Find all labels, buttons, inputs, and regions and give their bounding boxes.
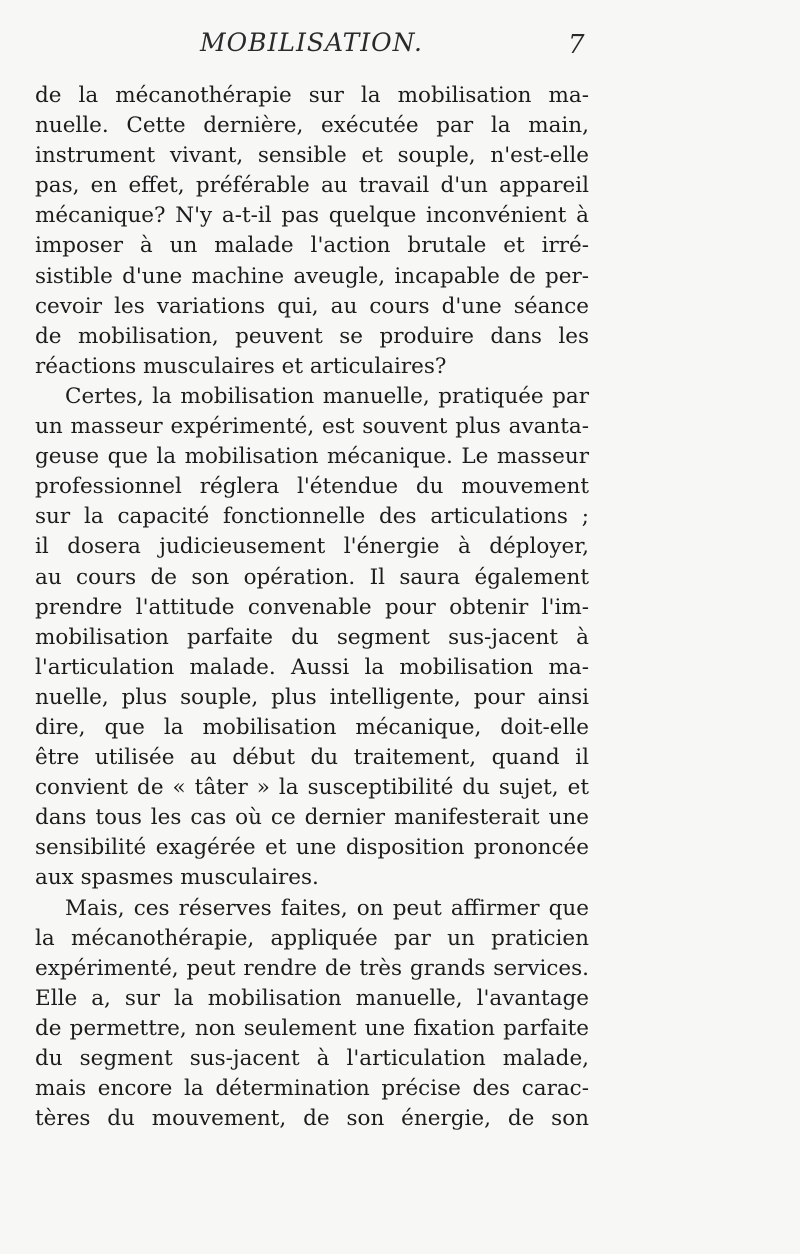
text-line: de permettre, non seulement une fixation parfaite [35, 1015, 589, 1041]
text-line: dire, que la mobilisation mécanique, doit-elle [35, 714, 589, 740]
running-title: MOBILISATION. [200, 28, 423, 57]
text-line: sistible d'une machine aveugle, incapable de per- [35, 263, 589, 289]
text-line: convient de « tâter » la susceptibilité du sujet, et [35, 775, 589, 801]
text-line: prendre l'attitude convenable pour obtenir l'im- [35, 594, 589, 620]
text-line: professionnel réglera l'étendue du mouvement [35, 474, 589, 500]
text-line: imposer à un malade l'action brutale et irré- [35, 233, 589, 259]
text-line: un masseur expérimenté, est souvent plus avanta- [35, 414, 589, 440]
text-line: sensibilité exagérée et une disposition prononcée [35, 835, 589, 861]
text-line: il dosera judicieusement l'énergie à déployer, [35, 534, 589, 560]
text-line: sur la capacité fonctionnelle des articulations ; [35, 504, 589, 530]
text-line: instrument vivant, sensible et souple, n'est-elle [35, 143, 589, 169]
text-line: de la mécanothérapie sur la mobilisation ma- [35, 83, 589, 108]
text-line: dans tous les cas où ce dernier manifesterait une [35, 805, 589, 831]
text-line: mécanique? N'y a-t-il pas quelque inconvénient à [35, 203, 589, 229]
text-line: réactions musculaires et articulaires? [35, 353, 447, 379]
text-line: tères du mouvement, de son énergie, de son [35, 1106, 589, 1132]
text-line: Elle a, sur la mobilisation manuelle, l'avantage [35, 985, 589, 1011]
text-line: aux spasmes musculaires. [35, 865, 319, 891]
text-line: l'articulation malade. Aussi la mobilisation ma- [35, 654, 589, 680]
text-line: Certes, la mobilisation manuelle, pratiquée par [65, 383, 589, 409]
text-line: nuelle. Cette dernière, exécutée par la main, [35, 113, 589, 139]
text-line: au cours de son opération. Il saura également [35, 564, 589, 590]
text-line: du segment sus-jacent à l'articulation malade, [35, 1046, 589, 1071]
text-line: la mécanothérapie, appliquée par un praticien [35, 925, 589, 951]
text-line: geuse que la mobilisation mécanique. Le masseur [35, 444, 589, 470]
page-number: 7 [568, 30, 585, 60]
text-line: nuelle, plus souple, plus intelligente, pour ainsi [35, 684, 589, 710]
text-line: mobilisation parfaite du segment sus-jacent à [35, 624, 589, 650]
text-line: être utilisée au début du traitement, quand il [35, 745, 589, 771]
text-line: pas, en effet, préférable au travail d'un appareil [35, 173, 589, 199]
body-text [35, 81, 589, 1134]
text-line: mais encore la détermination précise des carac- [35, 1076, 589, 1102]
text-line: de mobilisation, peuvent se produire dans les [35, 323, 589, 349]
text-line: Mais, ces réserves faites, on peut affirmer que [65, 895, 589, 921]
text-line: expérimenté, peut rendre de très grands services. [35, 955, 589, 981]
text-line: cevoir les variations qui, au cours d'une séance [35, 293, 589, 319]
